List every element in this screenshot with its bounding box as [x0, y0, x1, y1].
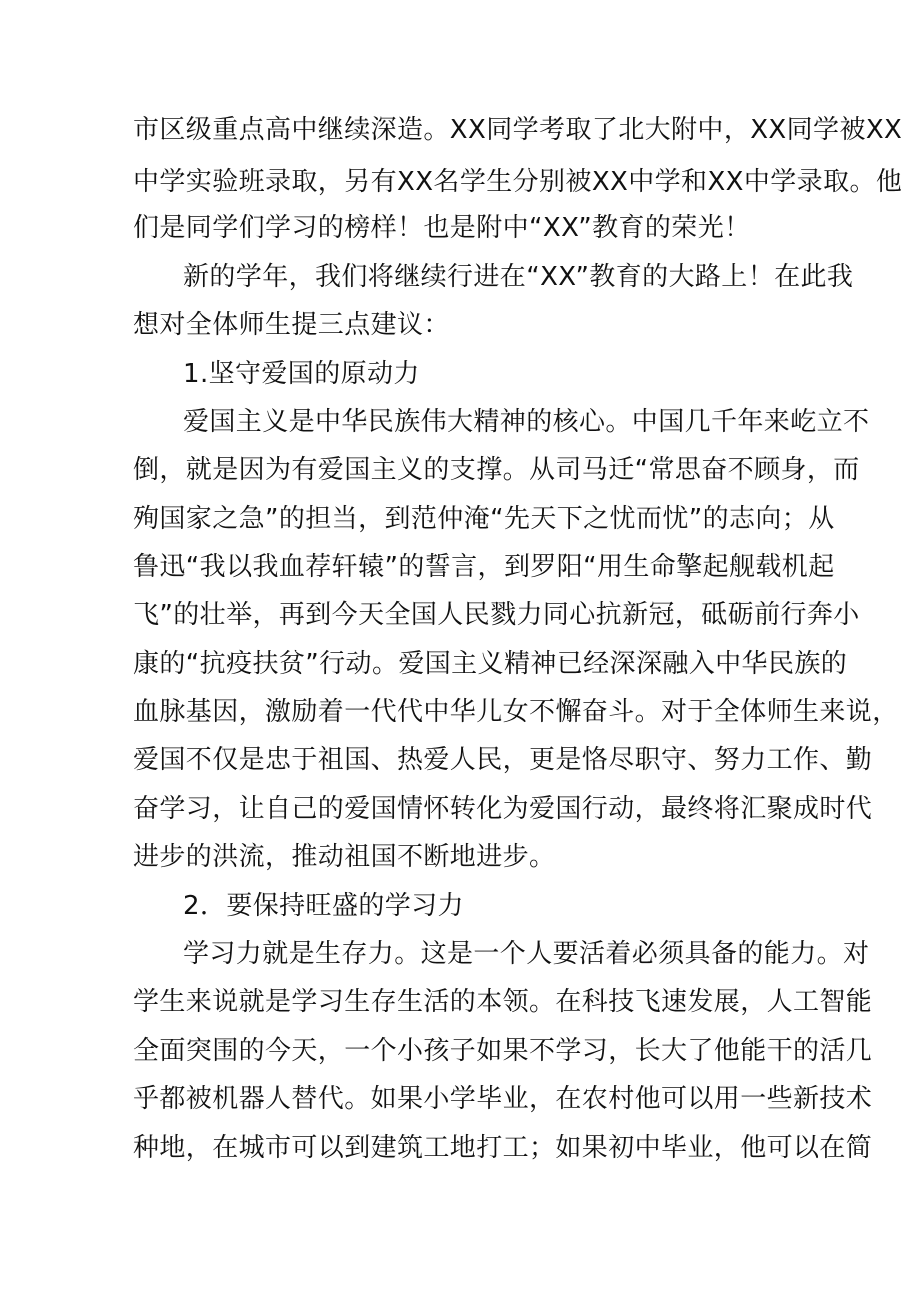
body-text-line: 进步的洪流，推动祖国不断地进步。: [133, 842, 556, 872]
body-text-line: 全面突围的今天，一个小孩子如果不学习，长大了他能干的活几: [133, 1036, 873, 1066]
body-text-line: 种地，在城市可以到建筑工地打工；如果初中毕业，他可以在简: [133, 1133, 873, 1163]
body-text-line: 倒，就是因为有爱国主义的支撑。从司马迁“常思奋不顾身，而: [133, 455, 860, 485]
body-text-line: 学生来说就是学习生存生活的本领。在科技飞速发展，人工智能: [133, 987, 873, 1017]
body-text-line: 爱国不仅是忠于祖国、热爱人民，更是恪尽职守、努力工作、勤: [133, 745, 873, 775]
body-text-line: 中学实验班录取，另有XX名学生分别被XX中学和XX中学录取。他: [133, 167, 903, 197]
body-text-line: 康的“抗疫扶贫”行动。爱国主义精神已经深深融入中华民族的: [133, 649, 848, 679]
body-text-line: 鲁迅“我以我血荐轩辕”的誓言，到罗阳“用生命擎起舰载机起: [133, 552, 835, 582]
body-text-line: 市区级重点高中继续深造。XX同学考取了北大附中，XX同学被XX: [133, 115, 903, 145]
body-text-line: 们是同学们学习的榜样！也是附中“XX”教育的荣光！: [133, 213, 751, 243]
paragraph-first-line: 爱国主义是中华民族伟大精神的核心。中国几千年来屹立不: [183, 407, 870, 437]
body-text-line: 奋学习，让自己的爱国情怀转化为爱国行动，最终将汇聚成时代: [133, 794, 873, 824]
paragraph-first-line: 新的学年，我们将继续行进在“XX”教育的大路上！在此我: [183, 262, 854, 292]
body-text-line: 血脉基因，激励着一代代中华儿女不懈奋斗。对于全体师生来说，: [133, 697, 899, 727]
body-text-line: 乎都被机器人替代。如果小学毕业，在农村他可以用一些新技术: [133, 1084, 873, 1114]
section-heading-2: 2．要保持旺盛的学习力: [183, 891, 464, 921]
paragraph-first-line: 学习力就是生存力。这是一个人要活着必须具备的能力。对: [183, 939, 870, 969]
body-text-line: 想对全体师生提三点建议：: [133, 310, 450, 340]
body-text-line: 殉国家之急”的担当，到范仲淹“先天下之忧而忧”的志向；从: [133, 504, 835, 534]
body-text-line: 飞”的壮举，再到今天全国人民戮力同心抗新冠，砥砺前行奔小: [133, 600, 860, 630]
section-heading-1: 1.坚守爱国的原动力: [183, 359, 420, 389]
